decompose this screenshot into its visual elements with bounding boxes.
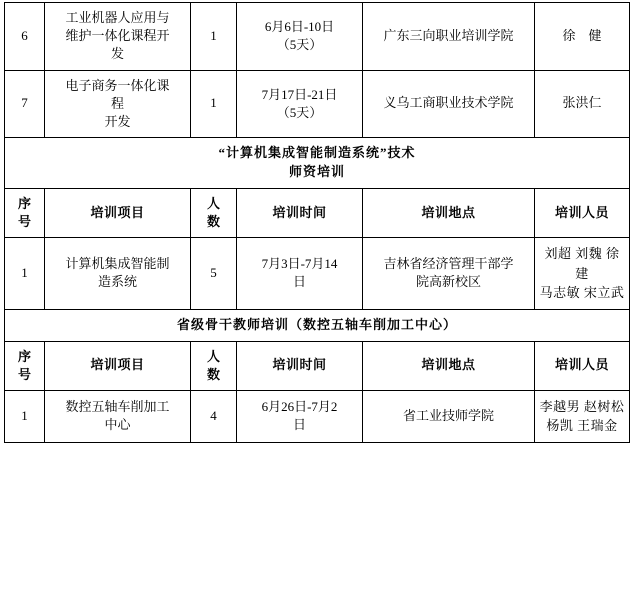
column-header-project: 培训项目 [45,341,191,390]
row-project-line: 中心 [104,417,131,433]
column-header-time: 培训时间 [237,341,363,390]
column-header-count [191,341,237,390]
row-place: 义乌工商职业技术学院 [363,70,535,138]
row-time-line: 6月6日-10日 [264,19,335,35]
row-project-line: 程 [110,95,124,111]
row-count: 4 [191,390,237,442]
row-people: 徐 健 [535,3,630,71]
row-people-line: 杨凯 王瑞金 [546,418,618,434]
row-time-line: （5天） [276,37,323,53]
row-time-line: 7月17日-21日 [261,86,338,102]
table-row [5,238,630,310]
row-place-line: 省工业技师学院 [402,408,494,424]
row-time [237,3,363,71]
row-count: 1 [191,3,237,71]
column-header-project: 培训项目 [45,188,191,237]
table-row [5,70,630,138]
column-header-place: 培训地点 [363,188,535,237]
section-title-line: 省级骨干教师培训（数控五轴车削加工中心） [176,316,457,332]
column-header-count [191,188,237,237]
row-time [237,390,363,442]
row-project-line: 开发 [104,113,131,129]
column-header-index [5,341,45,390]
row-time-line: 日 [292,274,306,290]
section-title-line: “计算机集成智能制造系统”技术 [218,145,416,161]
row-people-line: 马志敏 宋立武 [539,285,625,301]
section-title [5,309,630,341]
row-project [45,238,191,310]
table-row [5,3,630,71]
column-header-people: 培训人员 [535,341,630,390]
row-people [535,390,630,442]
row-time-line: 6月26日-7月2 [261,399,338,415]
section-title [5,138,630,189]
row-people-line: 李越男 赵树松 [539,398,625,414]
column-header-count-line: 数 [206,214,220,229]
row-index: 1 [5,390,45,442]
row-time [237,238,363,310]
row-project-line: 工业机器人应用与 [65,10,170,25]
row-project-line: 电子商务一体化课 [65,77,170,93]
training-schedule-table [4,2,630,443]
section-title-line: 师资培训 [288,163,345,179]
table-header-row [5,188,630,237]
row-index: 7 [5,70,45,138]
row-index: 6 [5,3,45,71]
document-page [0,2,633,608]
row-index: 1 [5,238,45,310]
row-count: 5 [191,238,237,310]
column-header-index [5,188,45,237]
column-header-place: 培训地点 [363,341,535,390]
row-project [45,390,191,442]
row-people: 张洪仁 [535,70,630,138]
row-project-line: 维护一体化课程开 [65,28,170,44]
column-header-count-line: 人 [206,195,220,211]
column-header-count-line: 人 [206,348,220,364]
row-project [45,3,191,71]
section-title-row [5,138,630,189]
section-title-row [5,309,630,341]
row-people-line: 刘超 刘魏 徐建 [544,246,620,281]
row-time-line: 7月3日-7月14 [261,256,338,272]
row-project-line: 计算机集成智能制 [65,256,170,272]
row-place-line: 吉林省经济管理干部学 [383,256,514,272]
row-time [237,70,363,138]
column-header-index-line: 序 [17,348,31,364]
row-place [363,238,535,310]
row-project-line: 造系统 [97,274,137,290]
table-row [5,390,630,442]
row-time-line: （5天） [276,104,323,120]
column-header-time: 培训时间 [237,188,363,237]
row-project [45,70,191,138]
row-time-line: 日 [292,417,306,433]
row-count: 1 [191,70,237,138]
row-place: 广东三向职业培训学院 [363,3,535,71]
row-project-line: 发 [110,46,124,62]
column-header-index-line: 号 [17,214,31,229]
column-header-people: 培训人员 [535,188,630,237]
row-place-line: 院高新校区 [415,274,481,290]
row-project-line: 数控五轴车削加工 [65,399,170,415]
column-header-count-line: 数 [206,366,220,382]
row-place [363,390,535,442]
column-header-index-line: 序 [17,195,31,211]
table-header-row [5,341,630,390]
row-people [535,238,630,310]
column-header-index-line: 号 [17,366,31,382]
